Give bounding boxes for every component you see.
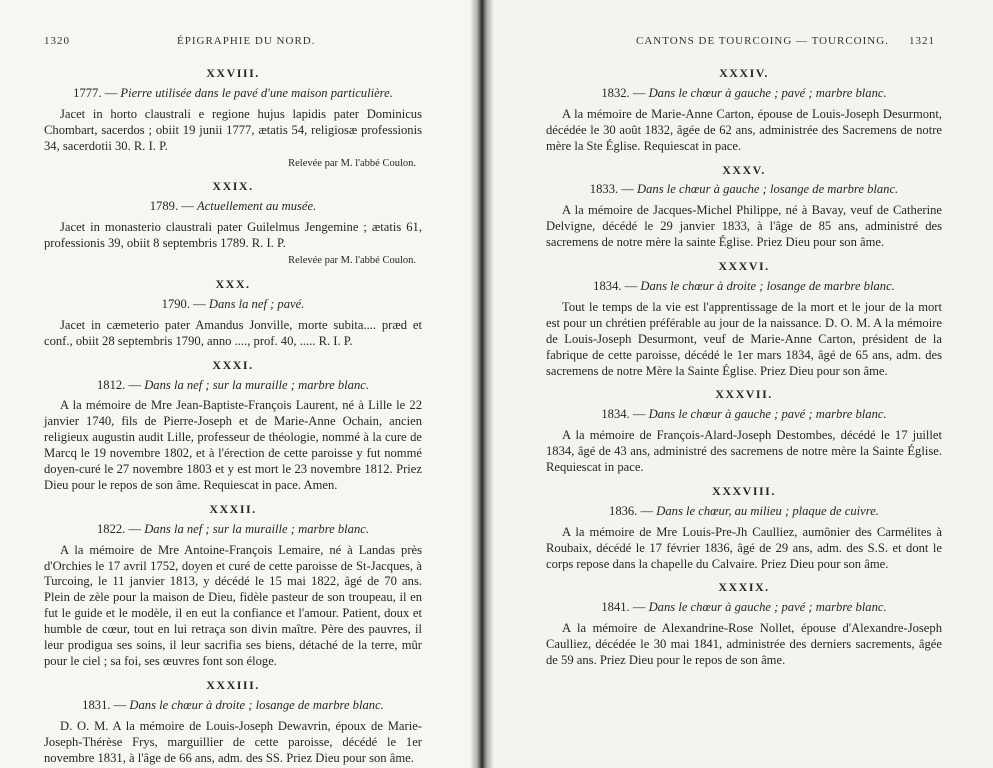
section-number: XXXIX. xyxy=(718,580,770,595)
entry-heading: 1833. — Dans le chœur à gauche ; losange de marbre blanc. xyxy=(589,182,899,197)
entry-location: Dans le chœur à gauche ; pavé ; marbre blanc. xyxy=(648,600,887,615)
section-number: XXXV. xyxy=(722,162,766,177)
section-number: XXXVII. xyxy=(715,387,773,402)
inscription-text: Jacet in cæmeterio pater Amandus Jonville, morte subita.... præd et conf., obiit 28 septembris 1790, anno ...., prof. 40, ..... R. I. P. xyxy=(44,317,422,348)
section-number: XXVIII. xyxy=(206,66,260,80)
entry-date: 1777. xyxy=(73,85,102,100)
entry-location: Dans la nef ; sur la muraille ; marbre blanc. xyxy=(144,377,370,392)
entry-date: 1836. xyxy=(609,503,638,518)
inscription-text: A la mémoire de Mre Jean-Baptiste-François Laurent, né à Lille le 22 janvier 1740, fils de Pierre-Joseph et de Marie-Anne Ochain, ancien religieux augustin audit Lille, professeur de théologie, nommé à la cure de Marcq le 19 novembre 1802, et à l'érection de cette paroisse y fut nommé doyen-curé le 27 novembre 1803 et y est mort le 23 novembre 1812. Priez Dieu pour le repos de son âme. Requiescat in pace. Amen. xyxy=(44,398,422,492)
inscription-text: D. O. M. A la mémoire de Louis-Joseph Dewavrin, époux de Marie-Joseph-Thérèse Frys, marguillier de cette paroisse, décédé le 1er novembre 1831, à l'âge de 66 ans, adm. des SS. Priez Dieu pour son âme. xyxy=(44,718,422,765)
entry-heading: 1834. — Dans le chœur à gauche ; pavé ; marbre blanc. xyxy=(601,407,887,422)
inscription-text: A la mémoire de Mre Louis-Pre-Jh Caulliez, aumônier des Carmélites à Roubaix, décédé le 17 février 1836, âgé de 29 ans, adm. des S.S. et dont le corps repose dans la chapelle du Calvaire. Priez Dieu pour son âme. xyxy=(546,524,942,571)
entry-location: Dans le chœur à gauche ; pavé ; marbre blanc. xyxy=(648,407,887,422)
text-column xyxy=(44,58,422,766)
entry-date: 1789. xyxy=(149,199,179,214)
right-page xyxy=(478,0,993,768)
entry-location: Pierre utilisée dans le pavé d'une maison particulière. xyxy=(120,85,393,100)
running-title: CANTONS DE TOURCOING — TOURCOING. xyxy=(636,35,889,47)
entry-date: 1833. xyxy=(589,182,619,197)
text-column xyxy=(546,58,942,669)
running-title: ÉPIGRAPHIE DU NORD. xyxy=(177,35,316,47)
entry-heading: 1777. — Pierre utilisée dans le pavé d'une maison particulière. xyxy=(73,85,393,100)
page-number: 1321 xyxy=(909,35,935,47)
entry-heading: 1834. — Dans le chœur à droite ; losange de marbre blanc. xyxy=(593,278,895,293)
section-number: XXXVIII. xyxy=(712,483,776,498)
section-number: XXXII. xyxy=(209,501,257,516)
entry-heading: 1812. — Dans la nef ; sur la muraille ; marbre blanc. xyxy=(96,377,370,392)
section-number: XXIX. xyxy=(212,179,254,194)
inscription-text: A la mémoire de Marie-Anne Carton, épouse de Louis-Joseph Desurmont, décédée le 30 août 1832, âgée de 62 ans, administrée des Sacremens de notre mère la Ste Église. Requiescat in pace. xyxy=(546,106,942,153)
entry-location: Dans le chœur à droite ; losange de marbre blanc. xyxy=(640,278,895,293)
entry-heading: 1789. — Actuellement au musée. xyxy=(149,199,317,214)
entry-location: Dans la nef ; sur la muraille ; marbre blanc. xyxy=(144,521,370,536)
entry-date: 1822. xyxy=(96,521,126,536)
entry-location: Dans le chœur à droite ; losange de marbre blanc. xyxy=(129,697,384,712)
section-number: XXX. xyxy=(215,276,251,291)
section-number: XXXI. xyxy=(212,357,254,372)
inscription-text: Jacet in monasterio claustrali pater Guilelmus Jengemine ; ætatis 61, professionis 39, obiit 8 septembris 1789. R. I. P. xyxy=(44,220,422,251)
entry-date: 1834. xyxy=(593,278,622,293)
book-gutter xyxy=(470,0,494,768)
entry-heading: 1822. — Dans la nef ; sur la muraille ; marbre blanc. xyxy=(96,521,370,536)
entry-date: 1834. xyxy=(601,407,630,422)
entry-heading: 1831. — Dans le chœur à droite ; losange de marbre blanc. xyxy=(82,697,384,712)
section-number: XXXIV. xyxy=(719,66,769,80)
entry-location: Dans la nef ; pavé. xyxy=(208,296,305,311)
entry-date: 1790. xyxy=(161,296,190,311)
entry-heading: 1836. — Dans le chœur, au milieu ; plaque de cuivre. xyxy=(609,503,879,518)
entry-heading: 1832. — Dans le chœur à gauche ; pavé ; marbre blanc. xyxy=(601,85,887,100)
inscription-text: A la mémoire de Alexandrine-Rose Nollet, épouse d'Alexandre-Joseph Caulliez, décédée le 30 mai 1841, administrée des derniers sacrements, âgée de 59 ans. Priez Dieu pour le repos de son âme. xyxy=(546,621,942,668)
entry-date: 1812. xyxy=(96,377,126,392)
entry-date: 1832. xyxy=(601,85,630,100)
inscription-text: Tout le temps de la vie est l'apprentissage de la mort et le jour de la mort est pour un chrétien préférable au jour de la naissance. D. O. M. A la mémoire de Louis-Joseph Desurmont, veuf de Marie-Anne Carton, président de la fabrique de cette paroisse, décédé le 1er mars 1834, âgé de 65 ans, adm. des sacremens de notre Mère la Sainte Église. Priez Dieu pour son âme. xyxy=(546,299,942,378)
page-number: 1320 xyxy=(44,35,70,47)
entry-location: Actuellement au musée. xyxy=(196,199,317,214)
left-page xyxy=(0,0,478,768)
entry-heading: 1790. — Dans la nef ; pavé. xyxy=(161,296,305,311)
entry-date: 1831. xyxy=(82,697,111,712)
inscription-text: A la mémoire de Jacques-Michel Philippe, né à Bavay, veuf de Catherine Delvigne, décédé le 29 janvier 1833, à l'âge de 85 ans, administré des sacremens de notre mère la sainte Église. Priez Dieu pour son âme. xyxy=(546,203,942,250)
inscription-text: A la mémoire de François-Alard-Joseph Destombes, décédé le 17 juillet 1834, âgé de 43 ans, administré des sacremens de notre mère la Sainte Église. Requiescat in pace. xyxy=(546,428,942,475)
section-number: XXXIII. xyxy=(206,677,260,692)
entry-location: Dans le chœur à gauche ; losange de marbre blanc. xyxy=(637,182,899,197)
entry-location: Dans le chœur à gauche ; pavé ; marbre blanc. xyxy=(648,85,887,100)
entry-location: Dans le chœur, au milieu ; plaque de cuivre. xyxy=(656,503,879,518)
source-note: Relevée par M. l'abbé Coulon. xyxy=(288,255,416,267)
entry-heading: 1841. — Dans le chœur à gauche ; pavé ; marbre blanc. xyxy=(601,600,887,615)
source-note: Relevée par M. l'abbé Coulon. xyxy=(288,157,416,169)
inscription-text: Jacet in horto claustrali e regione hujus lapidis pater Dominicus Chombart, sacerdos ; obiit 19 junii 1777, ætatis 54, religiosæ professionis 34, sacerdotii 30. R. I. P. xyxy=(44,106,422,153)
entry-date: 1841. xyxy=(601,600,630,615)
inscription-text: A la mémoire de Mre Antoine-François Lemaire, né à Landas près d'Orchies le 17 avril 1752, doyen et curé de cette paroisse de St-Jacques, à Turcoing, le 11 janvier 1813, y décédé le 15 mai 1822, âgé de 70 ans. Plein de zèle pour la maison de Dieu, fidèle pasteur de son troupeau, il en fut le guide et le modèle, il en eut la confiance et l'amour. Patient, doux et humble de cœur, tout en lui retraça son divin maître. Père des pauvres, il leur prodigua ses soins, il leur sacrifia ses biens, détaché de la terre, mûr pour le ciel ; sa foi, ses œuvres font son éloge. xyxy=(44,542,422,668)
section-number: XXXVI. xyxy=(718,259,770,274)
